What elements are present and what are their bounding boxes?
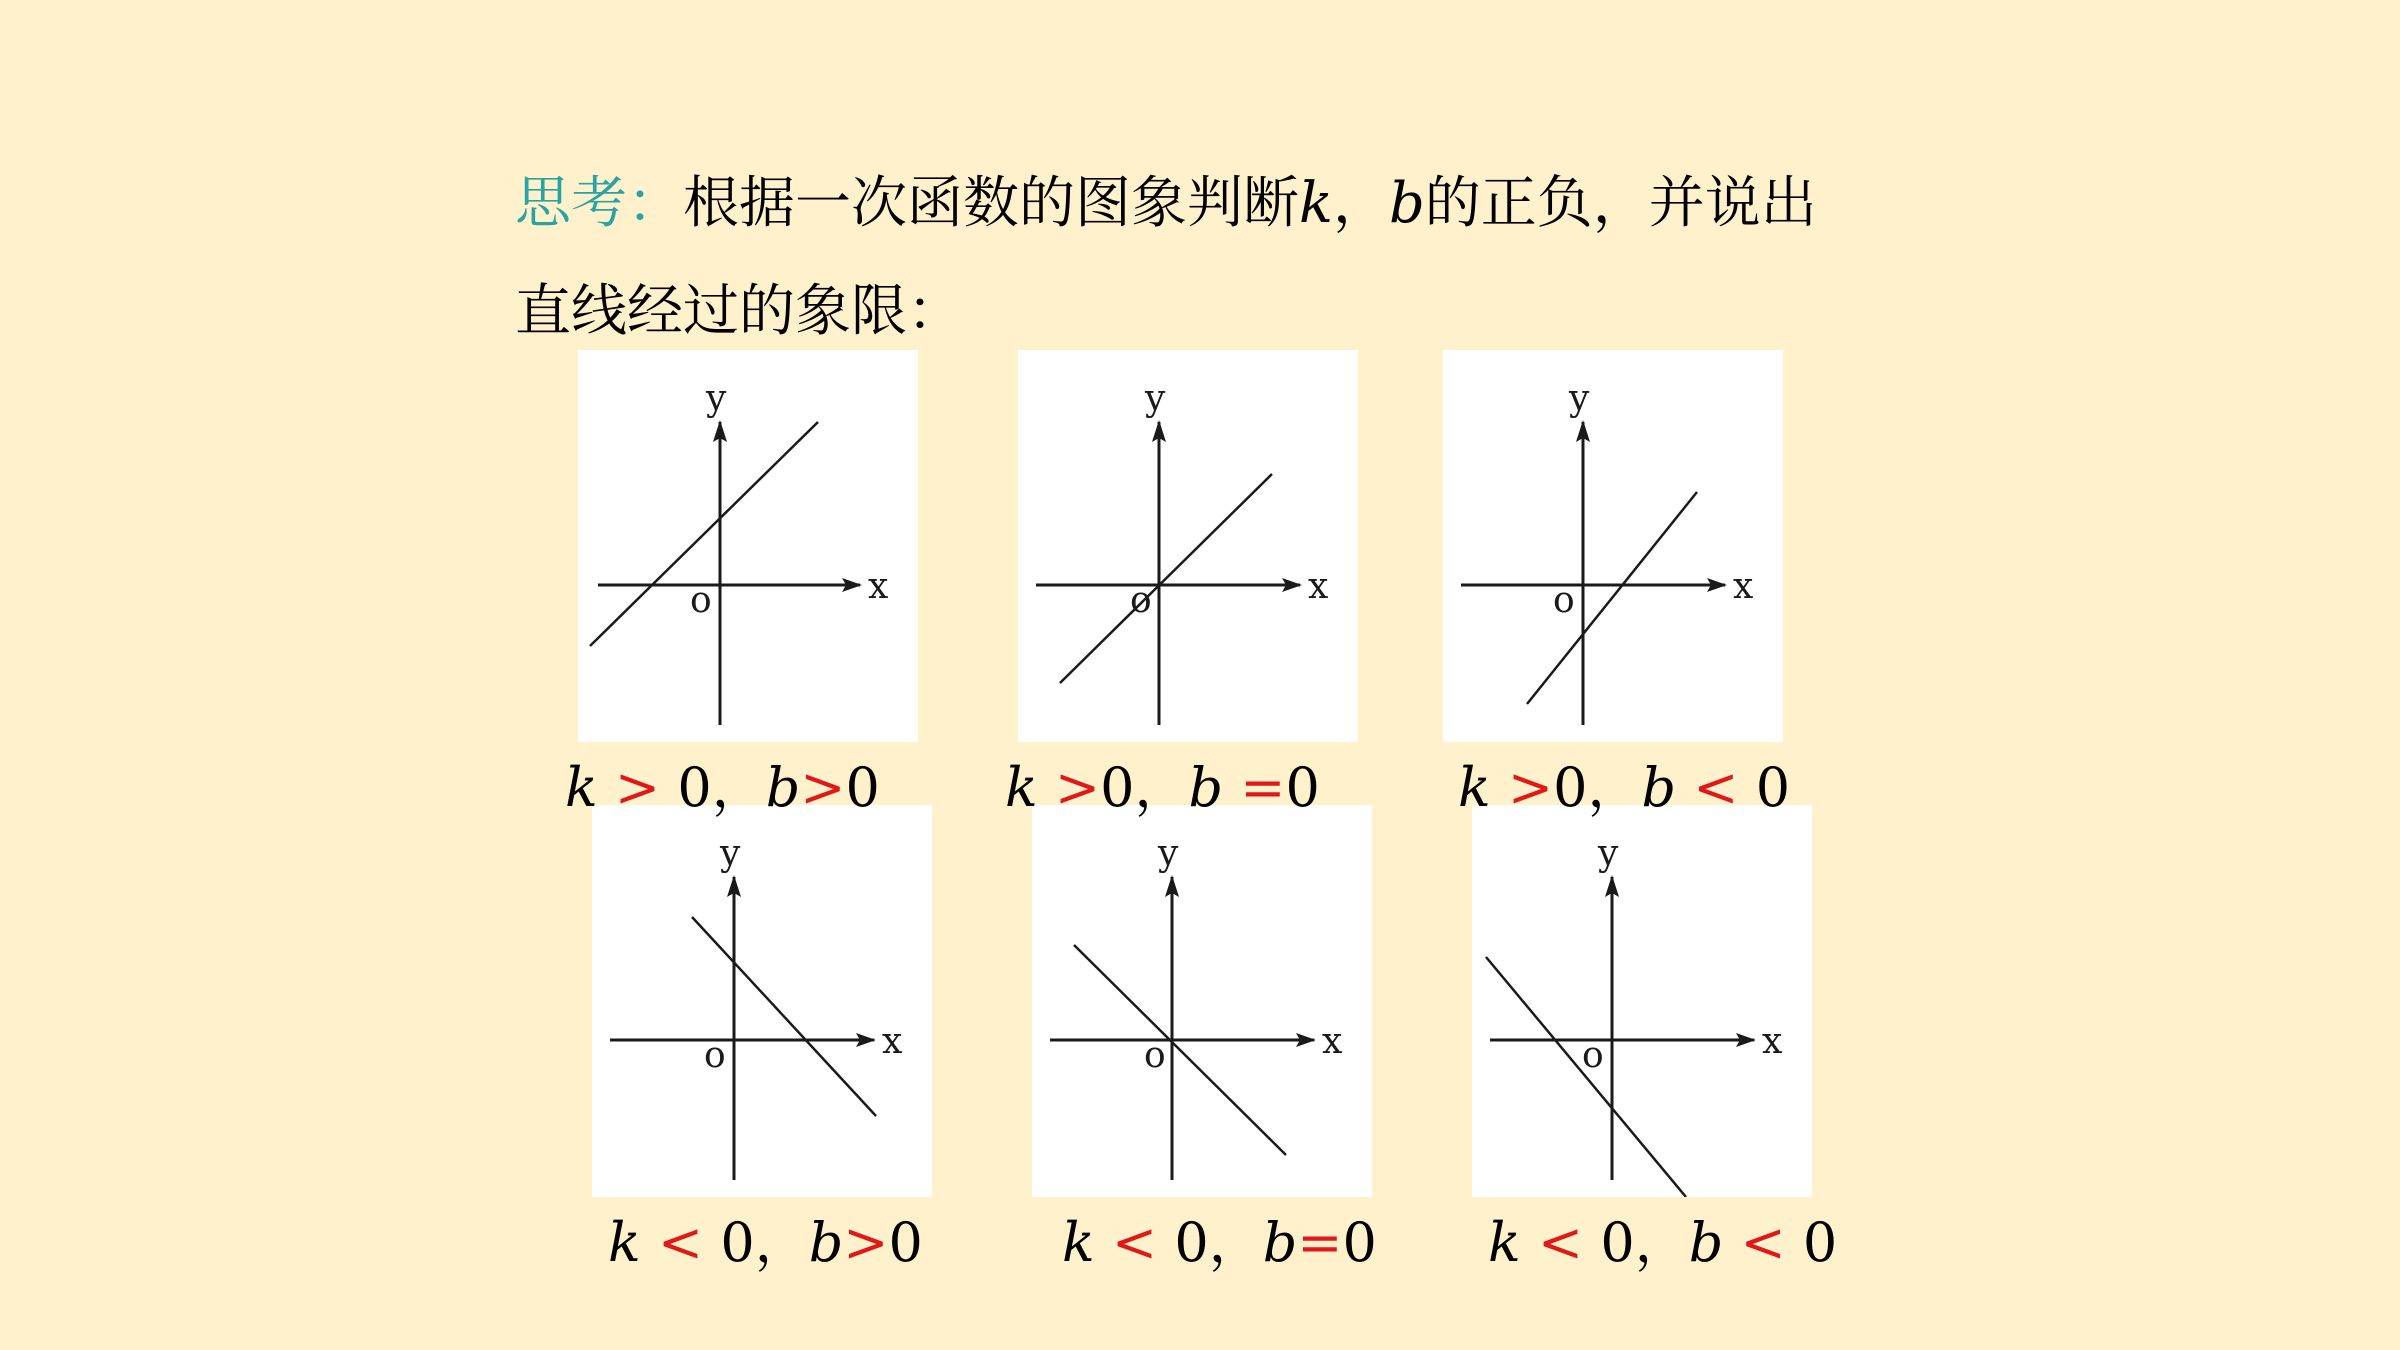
y-label: y <box>1145 378 1166 419</box>
function-line <box>692 917 876 1116</box>
caption-b: b <box>1688 1211 1724 1274</box>
caption-k-op: < <box>1111 1211 1158 1274</box>
caption-k-val: 0 <box>1100 756 1135 819</box>
caption-k: k <box>1062 1211 1095 1274</box>
caption-b: b <box>1262 1211 1298 1274</box>
caption-b-op: > <box>843 1211 889 1274</box>
caption-k-val: 0 <box>1174 1211 1209 1274</box>
caption-k-op: > <box>1054 756 1101 819</box>
caption-3 <box>1458 745 1818 822</box>
caption-sep: ， <box>1634 1211 1689 1274</box>
question-text-b: 的正负，并说出 <box>1424 171 1817 236</box>
origin-label: o <box>704 1035 726 1076</box>
caption-5 <box>1062 1200 1422 1277</box>
caption-k-op: > <box>1507 756 1554 819</box>
origin-label: o <box>1582 1035 1604 1076</box>
caption-b: b <box>808 1211 844 1274</box>
caption-k: k <box>565 756 598 819</box>
caption-k-val: 0 <box>1600 1211 1635 1274</box>
question-text <box>515 150 2015 366</box>
y-label: y <box>1569 378 1590 419</box>
question-line-1 <box>515 150 2015 258</box>
question-prefix: 思考： <box>515 171 683 236</box>
x-label: x <box>1733 566 1754 607</box>
caption-sep: ， <box>754 1211 809 1274</box>
caption-b-val: 0 <box>888 1211 923 1274</box>
caption-k-op: < <box>657 1211 704 1274</box>
graph-4 <box>592 805 932 1197</box>
caption-b-op: < <box>1740 1211 1786 1274</box>
graph-panel-6 <box>1472 805 1812 1197</box>
graph-panel-5 <box>1032 805 1372 1197</box>
x-label: x <box>868 566 889 607</box>
caption-b-val: 0 <box>1755 756 1791 819</box>
caption-k: k <box>608 1211 641 1274</box>
question-line-2: 直线经过的象限： <box>515 279 963 344</box>
caption-1 <box>565 745 925 822</box>
graph-5 <box>1032 805 1372 1197</box>
origin-label: o <box>690 580 712 621</box>
caption-k: k <box>1005 756 1038 819</box>
caption-2 <box>1005 745 1365 822</box>
graph-6 <box>1472 805 1812 1197</box>
caption-sep: ， <box>711 756 766 819</box>
caption-b-op: = <box>1240 756 1286 819</box>
function-line <box>1074 945 1286 1155</box>
y-label: y <box>1158 833 1179 874</box>
x-label: x <box>1308 566 1329 607</box>
graph-2 <box>1018 350 1358 742</box>
caption-sep: ， <box>1134 756 1189 819</box>
caption-b: b <box>765 756 801 819</box>
caption-k: k <box>1488 1211 1521 1274</box>
caption-k-val: 0 <box>677 756 712 819</box>
graph-panel-4 <box>592 805 932 1197</box>
function-line <box>1486 957 1686 1197</box>
caption-b: b <box>1641 756 1677 819</box>
origin-label: o <box>1553 580 1575 621</box>
graph-3 <box>1443 350 1783 742</box>
caption-k: k <box>1458 756 1491 819</box>
caption-b-val: 0 <box>1285 756 1320 819</box>
caption-b-op: < <box>1693 756 1739 819</box>
caption-k-val: 0 <box>720 1211 755 1274</box>
caption-b: b <box>1188 756 1224 819</box>
caption-k-op: > <box>614 756 661 819</box>
caption-4 <box>608 1200 968 1277</box>
graph-panel-1 <box>578 350 918 742</box>
caption-sep: ， <box>1208 1211 1263 1274</box>
function-line <box>1060 474 1272 683</box>
graph-panel-2 <box>1018 350 1358 742</box>
x-label: x <box>882 1021 903 1062</box>
var-b: b <box>1388 171 1425 236</box>
caption-k-val: 0 <box>1553 756 1588 819</box>
var-k: k <box>1299 171 1333 236</box>
x-label: x <box>1762 1021 1783 1062</box>
x-label: x <box>1322 1021 1343 1062</box>
caption-b-val: 0 <box>1342 1211 1377 1274</box>
caption-sep: ， <box>1587 756 1642 819</box>
y-label: y <box>706 378 727 419</box>
caption-b-val: 0 <box>845 756 880 819</box>
caption-b-val: 0 <box>1802 1211 1838 1274</box>
graph-panel-3 <box>1443 350 1783 742</box>
origin-label: o <box>1144 1035 1166 1076</box>
origin-label: o <box>1130 580 1152 621</box>
y-label: y <box>1598 833 1619 874</box>
question-sep: ， <box>1332 171 1389 236</box>
graph-1 <box>578 350 918 742</box>
caption-k-op: < <box>1537 1211 1584 1274</box>
caption-6 <box>1488 1200 1848 1277</box>
caption-b-op: = <box>1297 1211 1343 1274</box>
question-text-a: 根据一次函数的图象判断 <box>683 171 1299 236</box>
caption-b-op: > <box>800 756 846 819</box>
y-label: y <box>720 833 741 874</box>
